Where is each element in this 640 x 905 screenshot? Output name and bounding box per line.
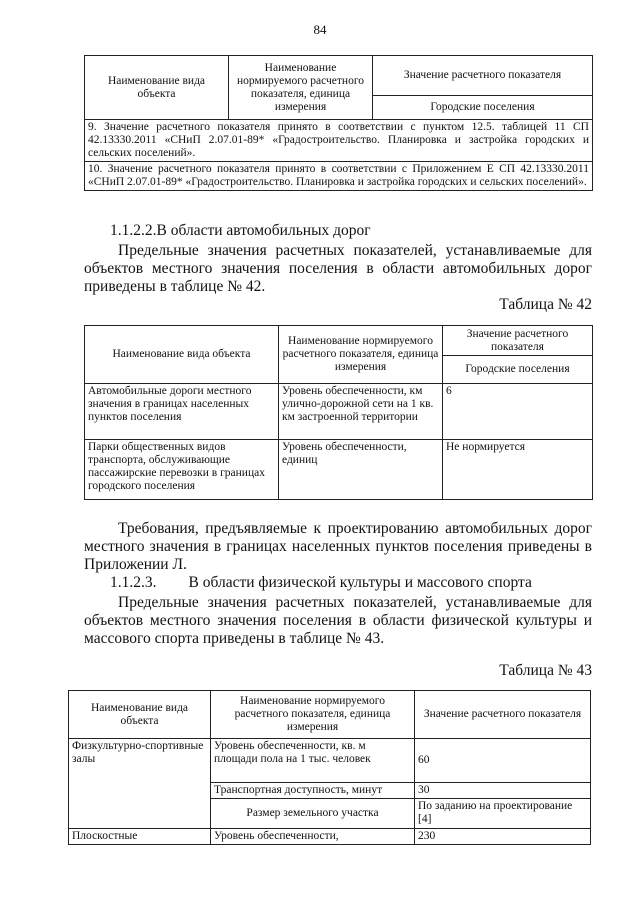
col-header-value: Значение расчетного показателя <box>415 691 591 739</box>
table-note-10: 10. Значение расчетного показателя принято в соответствии с Приложением Е СП 42.13330.2011 «СНиП 2.07.01-89* «Градостроительство. Планировка и застройка городских и сельских поселений». <box>85 162 593 191</box>
cell-object: Плоскостные <box>69 829 211 845</box>
continued-table <box>84 55 593 191</box>
table-note-9: 9. Значение расчетного показателя принято в соответствии с пунктом 12.5. таблицей 11 СП 42.13330.2011 «СНиП 2.07.01-89* «Градостроительство. Планировка и застройка городских и сельских поселений». <box>85 120 593 162</box>
section-heading-roads: 1.1.2.2.В области автомобильных дорог <box>110 222 371 239</box>
paragraph-requirements: Требования, предъявляемые к проектированию автомобильных дорог местного значения в границах населенных пунктов поселения приведены в Приложении Л. <box>84 520 592 573</box>
col-header-object: Наименование вида объекта <box>85 56 229 120</box>
table-row <box>85 440 593 500</box>
cell-object: Автомобильные дороги местного значения в границах населенных пунктов поселения <box>85 384 279 440</box>
cell-object: Физкультурно-спортивные залы <box>69 739 211 829</box>
cell-indicator: Уровень обеспеченности, <box>211 829 415 845</box>
cell-value: 30 <box>415 783 591 799</box>
section-title: В области физической культуры и массового спорта <box>188 574 532 591</box>
col-header-object: Наименование вида объекта <box>85 326 279 384</box>
col-header-indicator: Наименование нормируемого расчетного показателя, единица измерения <box>279 326 443 384</box>
cell-value: По заданию на проектирование [4] <box>415 799 591 829</box>
col-header-urban: Городские поселения <box>443 356 593 384</box>
page-number: 84 <box>313 22 327 37</box>
cell-object: Парки общественных видов транспорта, обслуживающие пассажирские перевозки в границах городского поселения <box>85 440 279 500</box>
table-caption-43: Таблица № 43 <box>499 662 592 679</box>
cell-indicator: Транспортная доступность, минут <box>211 783 415 799</box>
cell-indicator: Уровень обеспеченности, единиц <box>279 440 443 500</box>
section-number: 1.1.2.3. <box>110 574 157 591</box>
col-header-urban: Городские поселения <box>373 96 593 120</box>
table-42 <box>84 325 593 500</box>
table-row <box>85 384 593 440</box>
col-header-value: Значение расчетного показателя <box>373 56 593 96</box>
cell-value: 6 <box>443 384 593 440</box>
cell-indicator: Размер земельного участка <box>211 799 415 829</box>
cell-indicator: Уровень обеспеченности, кв. м площади пола на 1 тыс. человек <box>211 739 415 783</box>
table-caption-42: Таблица № 42 <box>499 296 592 313</box>
col-header-indicator: Наименование нормируемого расчетного показателя, единица измерения <box>211 691 415 739</box>
paragraph-sport: Предельные значения расчетных показателей, устанавливаемые для объектов местного значения поселения в области физической культуры и массового спорта приведены в таблице № 43. <box>84 594 592 647</box>
paragraph-roads: Предельные значения расчетных показателей, устанавливаемые для объектов местного значения поселения в области автомобильных дорог приведены в таблице № 42. <box>84 242 592 295</box>
cell-value: Не нормируется <box>443 440 593 500</box>
cell-value: 230 <box>415 829 591 845</box>
col-header-indicator: Наименование нормируемого расчетного показателя, единица измерения <box>229 56 373 120</box>
cell-value: 60 <box>415 739 591 783</box>
cell-indicator: Уровень обеспеченности, км улично-дорожной сети на 1 кв. км застроенной территории <box>279 384 443 440</box>
table-43 <box>68 690 591 845</box>
col-header-value: Значение расчетного показателя <box>443 326 593 356</box>
table-row <box>69 739 591 783</box>
col-header-object: Наименование вида объекта <box>69 691 211 739</box>
table-row <box>69 829 591 845</box>
section-heading-sport <box>110 574 590 592</box>
